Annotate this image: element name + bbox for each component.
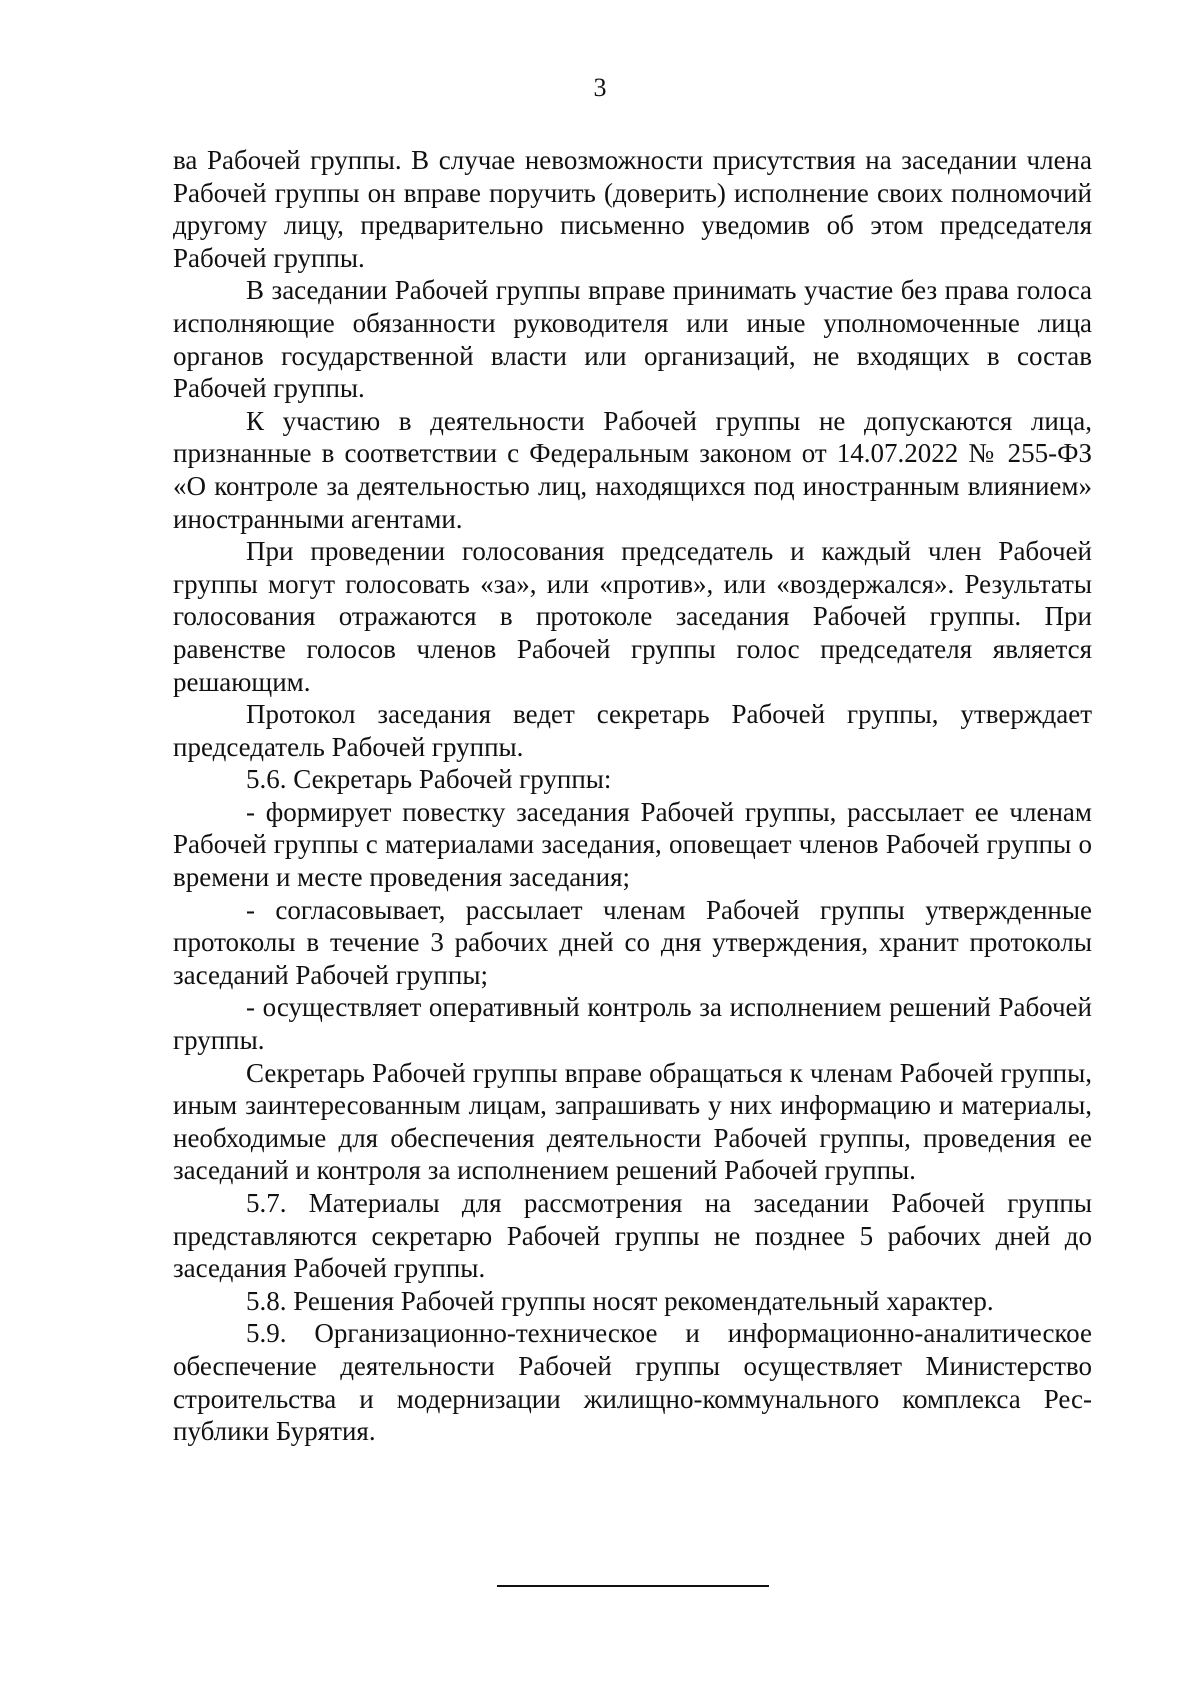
section-heading: 5.6. Секретарь Рабочей группы: (246, 764, 612, 795)
paragraph: При проведении голосования председатель и каждый член Рабочей группы могут голосовать «за», или «против», или «воздержался». Результаты голосования отражаются в протоколе заседания Рабочей группы. При равенстве голосов членов Рабочей группы голос председателя является решающим. (173, 536, 1092, 697)
list-item: - согласовывает, рассылает членам Рабочей группы утвержденные протоколы в течение 3 рабочих дней со дня утверждения, хранит протоколы заседаний Рабочей группы; (173, 894, 1092, 990)
paragraph: 5.8. Решения Рабочей группы носят рекомендательный характер. (246, 1285, 994, 1316)
page-number: 3 (593, 73, 607, 102)
document-body (173, 144, 1092, 1448)
end-divider-line (497, 1585, 769, 1587)
paragraph: 5.9. Организационно-техническое и информационно-аналитическое обеспечение деятельности Рабочей группы осуществляет Министерство строительства и модернизации жилищно-коммунального комплекса Республики Бурятия. (173, 1318, 1092, 1447)
list-item: - формирует повестку заседания Рабочей группы, рассылает ее членам Рабочей группы с материалами заседания, оповещает членов Рабочей группы о времени и месте проведения заседания; (173, 796, 1092, 893)
paragraph: ва Рабочей группы. В случае невозможности присутствия на заседании члена Рабочей группы он вправе поручить (доверить) исполнение своих полномочий другому лицу, предварительно письменно уведомив об этом председателя Рабочей группы. (173, 145, 1092, 273)
paragraph: К участию в деятельности Рабочей группы не допускаются лица, признанные в соответствии с Федеральным законом от 14.07.2022 № 255-ФЗ «О контроле за деятельностью лиц, находящихся под иностранным влиянием» иностранными агентами. (173, 405, 1092, 534)
paragraph: 5.7. Материалы для рассмотрения на заседании Рабочей группы представляются секретарю Рабочей группы не позднее 5 рабочих дней до заседания Рабочей группы. (173, 1188, 1092, 1284)
list-item: - осуществляет оперативный контроль за исполнением решений Рабочей группы. (173, 992, 1092, 1056)
paragraph: Протокол заседания ведет секретарь Рабочей группы, утверждает председатель Рабочей группы. (173, 699, 1092, 762)
paragraph: Секретарь Рабочей группы вправе обращаться к членам Рабочей группы, иным заинтересованным лицам, запрашивать у них информацию и материалы, необходимые для обеспечения деятельности Рабочей группы, проведения ее заседаний и контроля за исполнением решений Рабочей группы. (173, 1057, 1092, 1186)
paragraph: В заседании Рабочей группы вправе принимать участие без права голоса исполняющие обязанности руководителя или иные уполномоченные лица органов государственной власти или организаций, не входящих в состав Рабочей группы. (173, 275, 1092, 404)
